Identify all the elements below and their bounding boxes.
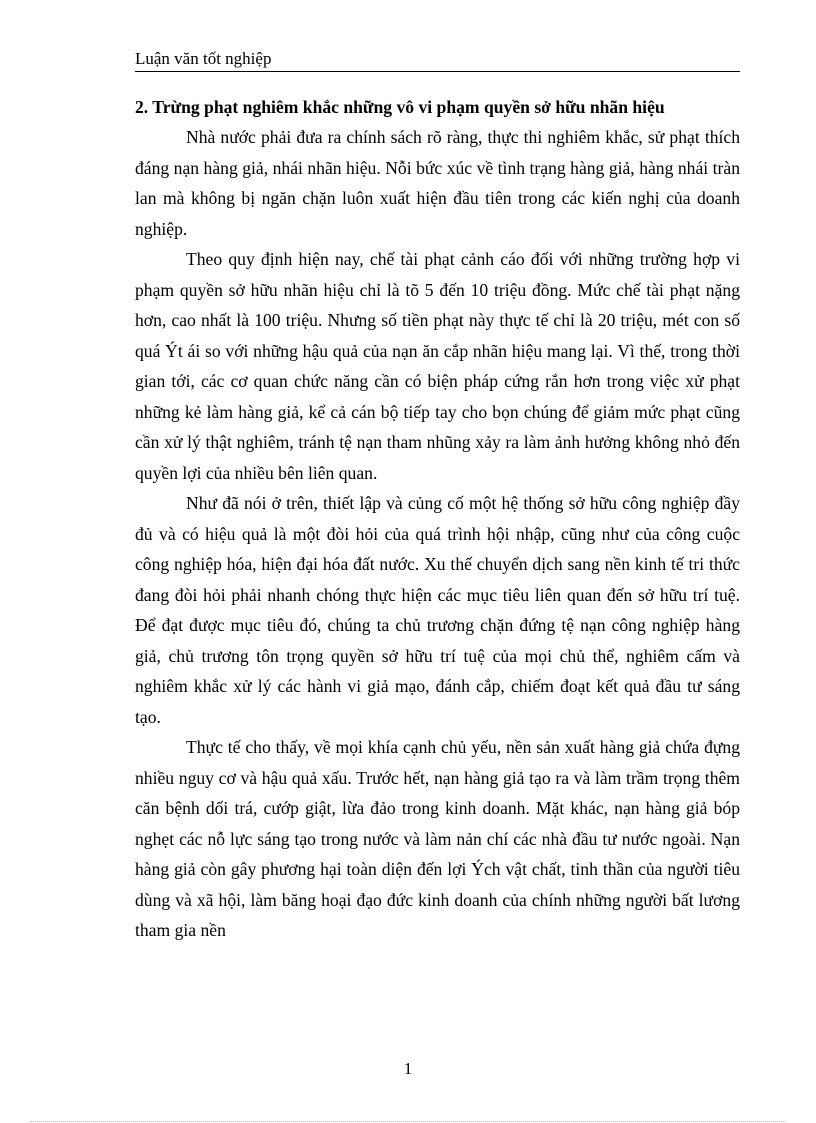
paragraph: Thực tế cho thấy, về mọi khía cạnh chủ yếu, nền sản xuất hàng giả chứa đựng nhiều nguy cơ và hậu quả xấu. Trước hết, nạn hàng giả tạo ra và làm trầm trọng thêm căn bệnh dối trá, cướp giật, lừa đảo trong kinh doanh. Mặt khác, nạn hàng giả bóp nghẹt các nỗ lực sáng tạo trong nước và làm nản chí các nhà đầu tư nước ngoài. Nạn hàng giả còn gây phương hại toàn diện đến lợi Ých vật chất, tinh thần của người tiêu dùng và xã hội, làm băng hoại đạo đức kinh doanh của chính những người bất lương tham gia nền [135, 737, 740, 940]
document-title: Luận văn tốt nghiệp [135, 49, 272, 68]
page-bottom-divider [30, 1121, 786, 1122]
paragraph: Nhà nước phải đưa ra chính sách rõ ràng, thực thi nghiêm khắc, sử phạt thích đáng nạn hàng giả, nhái nhãn hiệu. Nỗi bức xúc về tình trạng hàng giả, hàng nhái tràn lan mà không bị ngăn chặn luôn xuất hiện đầu tiên trong các kiến nghị của doanh nghiệp. [135, 127, 740, 239]
page-header [135, 48, 740, 72]
paragraph: Theo quy định hiện nay, chế tài phạt cảnh cáo đối với những trường hợp vi phạm quyền sở hữu nhãn hiệu chỉ là tõ 5 đến 10 triệu đồng. Mức chế tài phạt nặng hơn, cao nhất là 100 triệu. Nhưng số tiền phạt này thực tế chỉ là 20 triệu, mét con số quá Ýt ái so với những hậu quả của nạn ăn cắp nhãn hiệu mang lại. Vì thế, trong thời gian tới, các cơ quan chức năng cần có biện pháp cứng rắn hơn trong việc xử phạt những kẻ làm hàng giả, kể cả cán bộ tiếp tay cho bọn chúng để giảm mức phạt cũng cần xử lý thật nghiêm, tránh tệ nạn tham nhũng xảy ra làm ảnh hưởng không nhỏ đến quyền lợi của nhiều bên liên quan. [135, 249, 740, 483]
paragraph: Như đã nói ở trên, thiết lập và củng cố một hệ thống sở hữu công nghiệp đầy đủ và có hiệu quả là một đòi hỏi của quá trình hội nhập, cũng như của công cuộc công nghiệp hóa, hiện đại hóa đất nước. Xu thế chuyển dịch sang nền kinh tế tri thức đang đòi hỏi phải nhanh chóng thực hiện các mục tiêu liên quan đến sở hữu trí tuệ. Để đạt được mục tiêu đó, chúng ta chủ trương chặn đứng tệ nạn công nghiệp hàng giả, chủ trương tôn trọng quyền sở hữu trí tuệ của mọi chủ thể, nghiêm cấm và nghiêm khắc xử lý các hành vi giả mạo, đánh cắp, chiếm đoạt kết quả đầu tư sáng tạo. [135, 493, 740, 727]
page-number: 1 [403, 1059, 413, 1078]
page-body [135, 92, 740, 946]
section-heading: 2. Trừng phạt nghiêm khắc những vô vi phạm quyền sở hữu nhãn hiệu [135, 97, 665, 117]
